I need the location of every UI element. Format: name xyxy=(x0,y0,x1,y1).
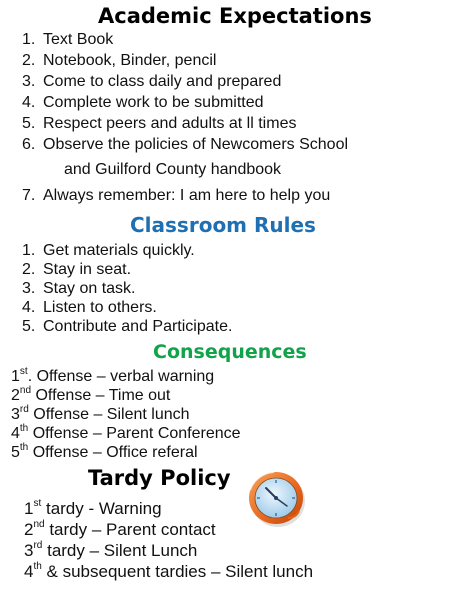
clock-icon xyxy=(244,466,308,530)
item-text: Contribute and Participate. xyxy=(43,318,233,335)
list-item xyxy=(11,443,198,462)
item-text: Complete work to be submitted xyxy=(43,94,264,111)
item-number: 3. xyxy=(22,73,36,90)
item-text: & subsequent tardies – Silent lunch xyxy=(41,562,314,581)
item-text: Offense – Office referal xyxy=(28,444,198,461)
tardy-policy-heading: Tardy Policy xyxy=(88,466,231,490)
item-text: Come to class daily and prepared xyxy=(43,73,282,90)
list-item xyxy=(11,424,241,443)
ordinal: 5th xyxy=(11,441,29,461)
ordinal: 2nd xyxy=(11,384,32,404)
item-number: 3. xyxy=(22,280,36,297)
list-item xyxy=(22,135,348,154)
item-text: Listen to others. xyxy=(43,299,157,316)
academic-expectations-heading: Academic Expectations xyxy=(98,4,372,28)
item-text: Always remember: I am here to help you xyxy=(43,187,331,204)
list-item xyxy=(22,186,330,205)
list-item xyxy=(22,298,157,317)
list-item xyxy=(24,541,197,561)
item-text: Respect peers and adults at ll times xyxy=(43,115,297,132)
list-item xyxy=(22,260,131,279)
item-number: 2. xyxy=(22,52,36,69)
ordinal: 1st xyxy=(11,365,28,385)
item-number: 1. xyxy=(22,31,36,48)
item-number: 7. xyxy=(22,187,36,204)
item-text: tardy – Parent contact xyxy=(44,520,216,539)
list-item xyxy=(11,367,214,386)
list-item xyxy=(22,72,281,91)
list-item xyxy=(22,317,232,336)
item-number: 2. xyxy=(22,261,36,278)
list-item xyxy=(24,499,162,519)
list-item-continuation xyxy=(64,160,281,179)
ordinal: 3rd xyxy=(24,540,43,560)
classroom-rules-heading: Classroom Rules xyxy=(130,213,316,237)
item-number: 5. xyxy=(22,115,36,132)
ordinal: 4th xyxy=(24,561,42,581)
list-item xyxy=(22,93,264,112)
item-number: 6. xyxy=(22,136,36,153)
item-text: Stay in seat. xyxy=(43,261,132,278)
ordinal: 4th xyxy=(11,422,29,442)
item-text: Stay on task. xyxy=(43,280,136,297)
list-item xyxy=(24,520,216,540)
item-text: tardy - Warning xyxy=(41,499,162,518)
item-text: Get materials quickly. xyxy=(43,242,195,259)
list-item xyxy=(22,241,195,260)
item-text: Observe the policies of Newcomers School xyxy=(43,136,349,153)
item-number: 4. xyxy=(22,299,36,316)
item-text: and Guilford County handbook xyxy=(64,161,282,178)
item-text: Offense – Time out xyxy=(31,387,171,404)
item-text: Text Book xyxy=(43,31,114,48)
consequences-heading: Consequences xyxy=(153,341,307,363)
ordinal: 1st xyxy=(24,498,42,518)
item-number: 4. xyxy=(22,94,36,111)
ordinal: 2nd xyxy=(24,519,45,539)
item-text: Offense – Parent Conference xyxy=(28,425,241,442)
item-text: Notebook, Binder, pencil xyxy=(43,52,217,69)
item-text: tardy – Silent Lunch xyxy=(42,541,198,560)
list-item xyxy=(22,51,216,70)
list-item xyxy=(11,386,170,405)
item-text: Offense – Silent lunch xyxy=(28,406,190,423)
item-number: 5. xyxy=(22,318,36,335)
list-item xyxy=(22,279,136,298)
item-number: 1. xyxy=(22,242,36,259)
list-item xyxy=(11,405,190,424)
list-item xyxy=(24,562,313,582)
list-item xyxy=(22,114,296,133)
item-text: . Offense – verbal warning xyxy=(27,368,215,385)
ordinal: 3rd xyxy=(11,403,29,423)
list-item xyxy=(22,30,113,49)
